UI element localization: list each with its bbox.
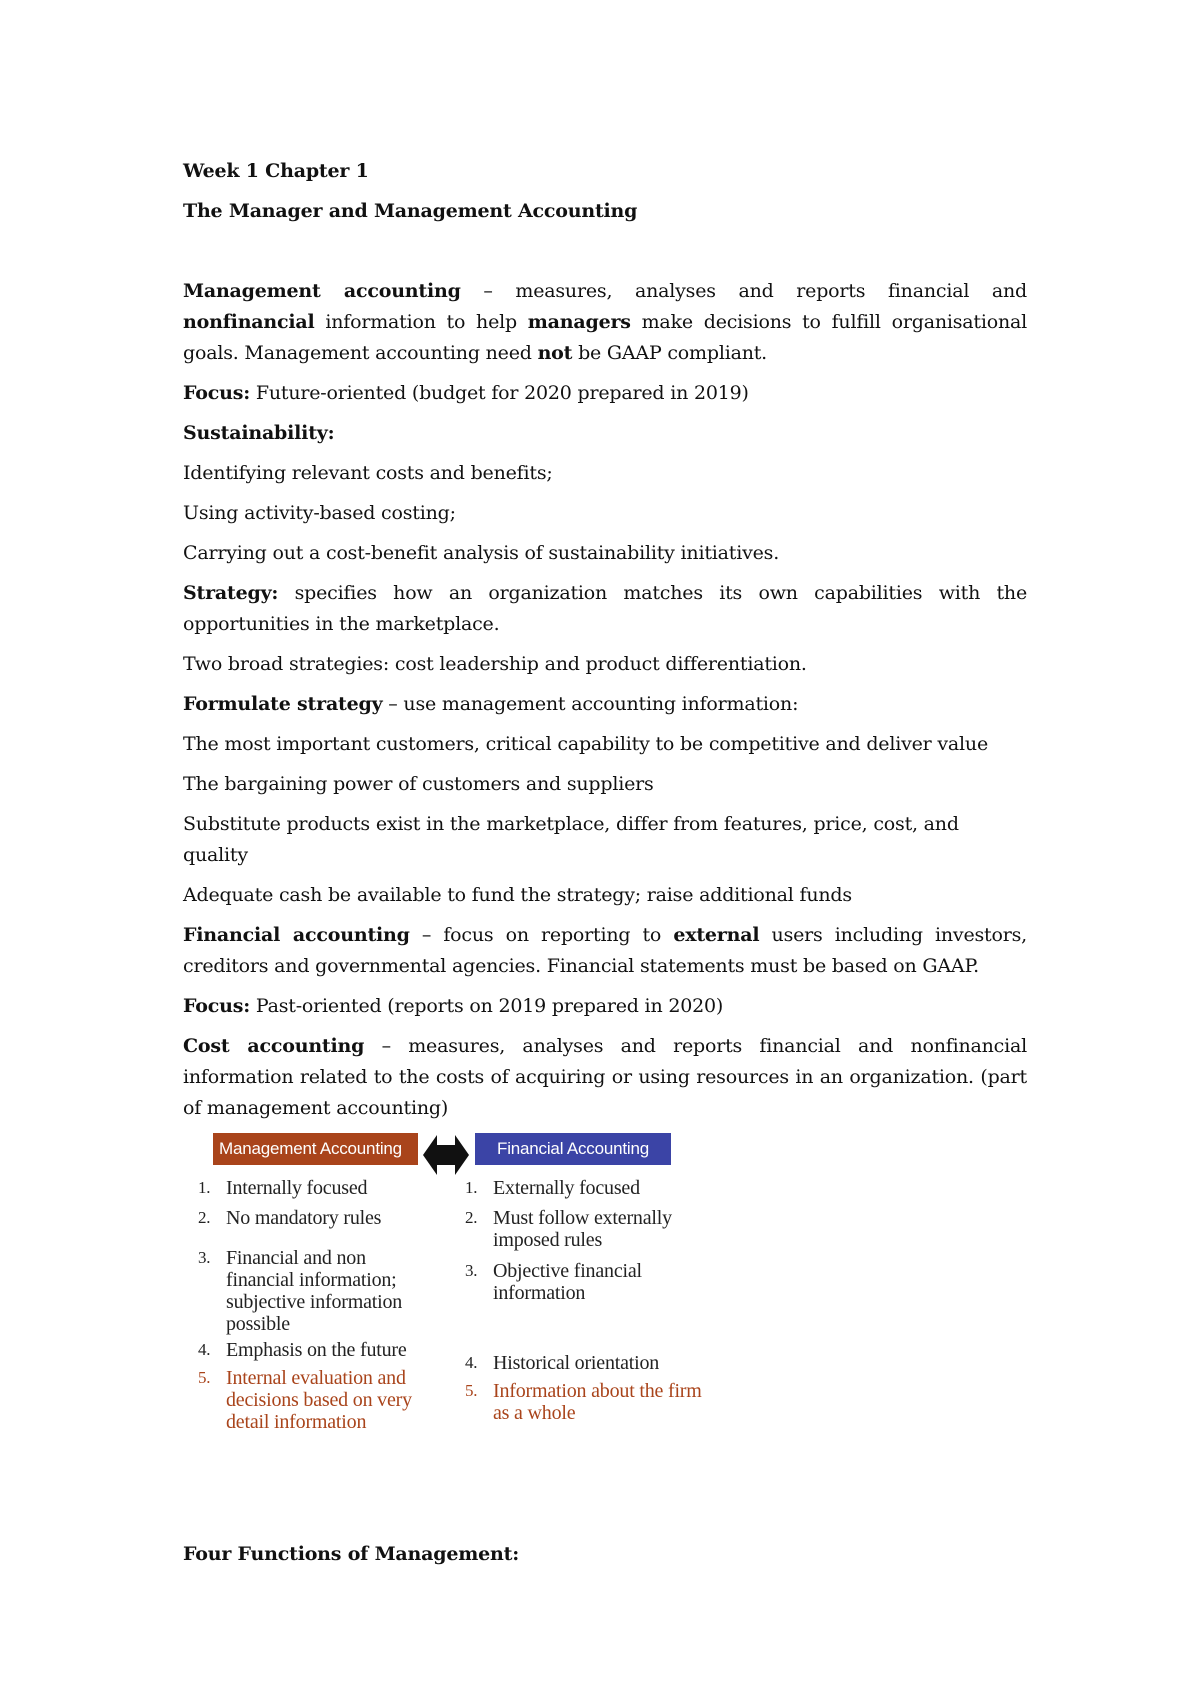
comparison-figure bbox=[198, 1133, 743, 1463]
list-item bbox=[198, 1177, 458, 1199]
item-text: Objective financial information bbox=[493, 1260, 642, 1304]
item-text: Internally focused bbox=[226, 1177, 368, 1199]
management-accounting-header: Management Accounting bbox=[213, 1133, 418, 1165]
item-text: Externally focused bbox=[493, 1177, 640, 1199]
focus-text: Future-oriented (budget for 2020 prepared in 2019) bbox=[250, 382, 749, 404]
week-heading: Week 1 Chapter 1 bbox=[183, 160, 369, 182]
text-span: users including investors, creditors and governmental agencies. Financial statements must be based on GAAP. bbox=[183, 924, 1027, 977]
term-cost-accounting: Cost accounting bbox=[183, 1035, 365, 1057]
term-management-accounting: Management accounting bbox=[183, 280, 461, 302]
financial-accounting-header: Financial Accounting bbox=[475, 1133, 671, 1165]
management-accounting-list bbox=[198, 1177, 458, 1433]
cost-text: – measures, analyses and reports financial and nonfinancial information related to the costs of acquiring or using resources in an organization. (part of management accounting) bbox=[183, 1035, 1027, 1119]
item-number: 2. bbox=[465, 1208, 478, 1227]
list-item bbox=[465, 1352, 725, 1374]
item-number: 5. bbox=[198, 1368, 211, 1387]
list-item bbox=[465, 1207, 723, 1251]
text-span: make decisions to fulfill organisational goals. Management accounting need bbox=[183, 311, 1028, 364]
formulate-item: Adequate cash be available to fund the strategy; raise additional funds bbox=[183, 884, 852, 906]
item-number: 1. bbox=[198, 1178, 211, 1197]
item-number: 4. bbox=[465, 1353, 478, 1372]
management-accounting-paragraph bbox=[183, 276, 1027, 369]
text-span: – focus on reporting to bbox=[409, 924, 674, 946]
text-span: be GAAP compliant. bbox=[572, 342, 768, 364]
focus-past-line bbox=[183, 991, 1027, 1022]
bold-external: external bbox=[673, 924, 760, 946]
item-number: 4. bbox=[198, 1340, 211, 1359]
four-functions-label: Four Functions of Management: bbox=[183, 1543, 520, 1565]
text-span: information to help bbox=[314, 311, 528, 333]
item-number: 3. bbox=[198, 1248, 211, 1267]
item-number: 2. bbox=[198, 1208, 211, 1227]
item-number: 1. bbox=[465, 1178, 478, 1197]
formulate-label: Formulate strategy bbox=[183, 693, 383, 715]
sustainability-heading bbox=[183, 418, 1027, 449]
item-text: Emphasis on the future bbox=[226, 1339, 407, 1361]
item-text: No mandatory rules bbox=[226, 1207, 382, 1229]
bold-managers: managers bbox=[527, 311, 631, 333]
cost-accounting-paragraph bbox=[183, 1031, 1027, 1124]
financial-accounting-list bbox=[465, 1177, 725, 1424]
document-page bbox=[183, 156, 1027, 1579]
sustainability-item: Using activity-based costing; bbox=[183, 502, 456, 524]
list-item bbox=[198, 1367, 456, 1433]
focus-future-line bbox=[183, 378, 1027, 409]
strategy-text: specifies how an organization matches its own capabilities with the opportunities in the marketplace. bbox=[183, 582, 1027, 635]
formulate-item: Substitute products exist in the marketplace, differ from features, price, cost, and quality bbox=[183, 813, 959, 866]
financial-accounting-paragraph bbox=[183, 920, 1027, 982]
item-number: 3. bbox=[465, 1261, 478, 1280]
bold-not: not bbox=[537, 342, 573, 364]
list-item bbox=[465, 1380, 708, 1424]
formulate-item: The most important customers, critical capability to be competitive and deliver value bbox=[183, 733, 989, 755]
focus-text: Past-oriented (reports on 2019 prepared in 2020) bbox=[250, 995, 724, 1017]
list-item bbox=[198, 1339, 458, 1361]
sustainability-item: Carrying out a cost-benefit analysis of sustainability initiatives. bbox=[183, 542, 780, 564]
four-functions-heading bbox=[183, 1539, 1027, 1570]
text-span: – measures, analyses and reports financial and bbox=[460, 280, 1027, 302]
bold-nonfinancial: nonfinancial bbox=[183, 311, 315, 333]
item-text: Historical orientation bbox=[493, 1352, 660, 1374]
strategy-paragraph bbox=[183, 578, 1027, 640]
strategy-label: Strategy: bbox=[183, 582, 279, 604]
list-item bbox=[198, 1207, 458, 1229]
item-text: Information about the firm as a whole bbox=[493, 1380, 702, 1424]
sustainability-item: Identifying relevant costs and benefits; bbox=[183, 462, 553, 484]
list-item bbox=[465, 1177, 725, 1199]
list-item bbox=[465, 1260, 693, 1304]
focus-label: Focus: bbox=[183, 382, 251, 404]
broad-strategies-line: Two broad strategies: cost leadership and product differentiation. bbox=[183, 653, 807, 675]
list-item bbox=[198, 1247, 436, 1335]
formulate-strategy-line bbox=[183, 689, 1027, 720]
formulate-item: The bargaining power of customers and suppliers bbox=[183, 773, 654, 795]
sustainability-label: Sustainability: bbox=[183, 422, 335, 444]
item-text: Financial and non financial information; subjective information possible bbox=[226, 1247, 403, 1335]
formulate-text: – use management accounting information: bbox=[382, 693, 799, 715]
item-text: Must follow externally imposed rules bbox=[493, 1207, 672, 1251]
term-financial-accounting: Financial accounting bbox=[183, 924, 410, 946]
item-number: 5. bbox=[465, 1381, 478, 1400]
focus-label: Focus: bbox=[183, 995, 251, 1017]
item-text: Internal evaluation and decisions based on very detail information bbox=[226, 1367, 412, 1433]
double-arrow-icon bbox=[423, 1133, 469, 1177]
chapter-title: The Manager and Management Accounting bbox=[183, 200, 638, 222]
